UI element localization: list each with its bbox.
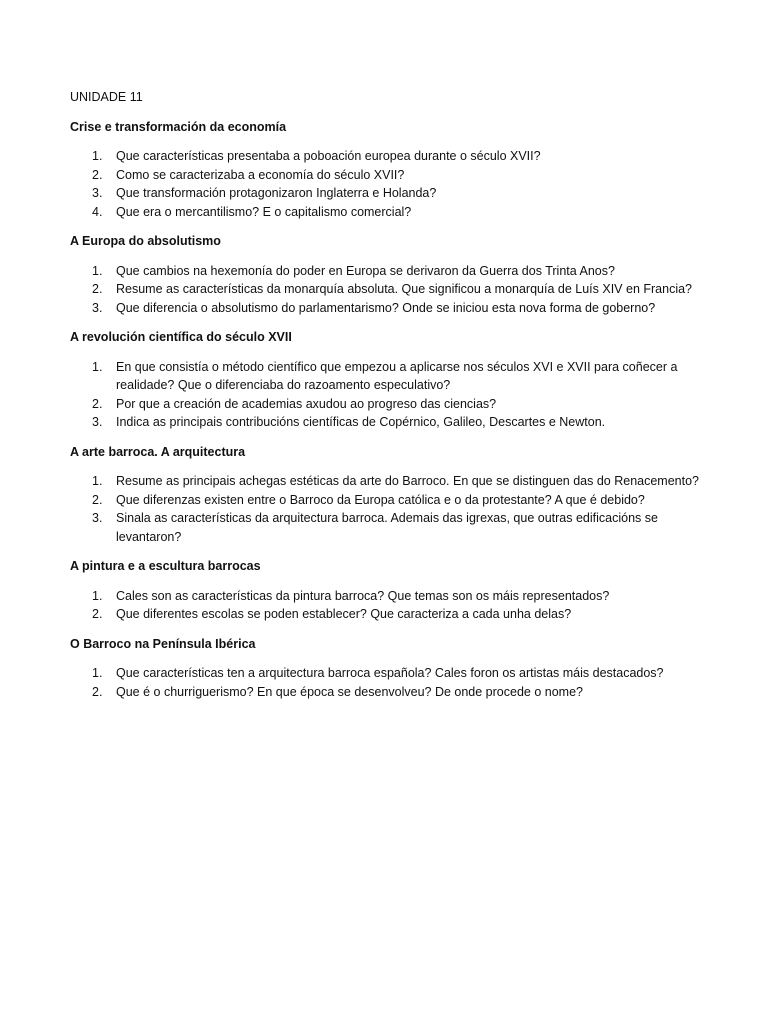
list-item bbox=[70, 358, 700, 395]
question-text: Que transformación protagonizaron Inglaterra e Holanda? bbox=[116, 186, 437, 200]
section-heading: O Barroco na Península Ibérica bbox=[70, 636, 256, 651]
question-text: En que consistía o método científico que empezou a aplicarse nos séculos XVI e XVII para coñecer a realidade? Que o diferenciaba do razoamento especulativo? bbox=[116, 359, 678, 392]
list-item bbox=[70, 491, 700, 510]
section-heading: A arte barroca. A arquitectura bbox=[70, 444, 246, 459]
question-number: 1. bbox=[92, 474, 103, 488]
question-list bbox=[70, 664, 700, 701]
list-item bbox=[70, 147, 700, 166]
list-item bbox=[70, 203, 700, 222]
list-item bbox=[70, 166, 700, 185]
question-text: Que características presentaba a poboación europea durante o século XVII? bbox=[116, 149, 541, 163]
question-text: Que características ten a arquitectura barroca española? Cales foron os artistas máis destacados? bbox=[116, 666, 664, 680]
list-item bbox=[70, 664, 700, 683]
list-item bbox=[70, 587, 700, 606]
question-number: 1. bbox=[92, 263, 103, 278]
question-number: 4. bbox=[92, 204, 103, 219]
list-item bbox=[70, 184, 700, 203]
list-item bbox=[70, 299, 700, 318]
question-text: Como se caracterizaba a economía do século XVII? bbox=[116, 167, 405, 182]
section-heading: A Europa do absolutismo bbox=[70, 234, 221, 248]
question-number: 3. bbox=[92, 415, 103, 429]
list-item bbox=[70, 605, 700, 624]
section-heading: Crise e transformación da economía bbox=[70, 119, 287, 134]
question-text: Que diferenzas existen entre o Barroco da Europa católica e o da protestante? A que é debido? bbox=[116, 492, 645, 507]
question-list bbox=[70, 262, 700, 318]
list-item bbox=[70, 683, 700, 702]
question-list bbox=[70, 587, 700, 624]
list-item bbox=[70, 413, 700, 432]
section-baroque-painting bbox=[70, 557, 700, 624]
question-number: 3. bbox=[92, 511, 103, 525]
question-number: 1. bbox=[92, 359, 103, 374]
section-heading: A revolución científica do século XVII bbox=[70, 330, 292, 344]
question-text: Que cambios na hexemonía do poder en Europa se derivaron da Guerra dos Trinta Anos? bbox=[116, 263, 615, 278]
question-text: Sinala as características da arquitectura barroca. Ademais das igrexas, que outras edificacións se levantaron? bbox=[116, 511, 658, 544]
list-item bbox=[70, 280, 700, 299]
list-item bbox=[70, 262, 700, 281]
question-text: Que diferencia o absolutismo do parlamentarismo? Onde se iniciou esta nova forma de goberno? bbox=[116, 300, 656, 315]
section-scientific-revolution bbox=[70, 328, 700, 432]
question-number: 2. bbox=[92, 396, 103, 411]
question-number: 1. bbox=[92, 666, 103, 680]
section-heading: A pintura e a escultura barrocas bbox=[70, 559, 261, 573]
question-text: Por que a creación de academias axudou ao progreso das ciencias? bbox=[116, 396, 497, 411]
document-title: UNIDADE 11 bbox=[70, 90, 143, 104]
question-text: Resume as principais achegas estéticas da arte do Barroco. En que se distinguen das do Renacemento? bbox=[116, 474, 699, 488]
question-list bbox=[70, 472, 700, 546]
question-number: 2. bbox=[92, 684, 103, 699]
question-number: 2. bbox=[92, 167, 103, 182]
question-text: Que diferentes escolas se poden establecer? Que caracteriza a cada unha delas? bbox=[116, 607, 572, 621]
section-absolutism bbox=[70, 232, 700, 317]
question-list bbox=[70, 358, 700, 432]
question-text: Que era o mercantilismo? E o capitalismo comercial? bbox=[116, 204, 412, 219]
list-item bbox=[70, 472, 700, 491]
document-page bbox=[70, 88, 700, 712]
question-number: 2. bbox=[92, 492, 103, 507]
question-list bbox=[70, 147, 700, 221]
question-number: 1. bbox=[92, 588, 103, 603]
question-text: Cales son as características da pintura barroca? Que temas son os máis representados? bbox=[116, 588, 610, 603]
question-number: 2. bbox=[92, 282, 103, 296]
list-item bbox=[70, 509, 700, 546]
question-number: 1. bbox=[92, 149, 103, 163]
question-number: 3. bbox=[92, 300, 103, 315]
question-text: Indica as principais contribucións científicas de Copérnico, Galileo, Descartes e Newton. bbox=[116, 415, 606, 429]
section-economy bbox=[70, 118, 700, 222]
section-iberian-baroque bbox=[70, 635, 700, 702]
question-text: Que é o churriguerismo? En que época se desenvolveu? De onde procede o nome? bbox=[116, 684, 583, 699]
question-number: 3. bbox=[92, 186, 103, 200]
question-text: Resume as características da monarquía absoluta. Que significou a monarquía de Luís XIV en Francia? bbox=[116, 282, 693, 296]
question-number: 2. bbox=[92, 607, 103, 621]
list-item bbox=[70, 395, 700, 414]
section-baroque-architecture bbox=[70, 443, 700, 547]
